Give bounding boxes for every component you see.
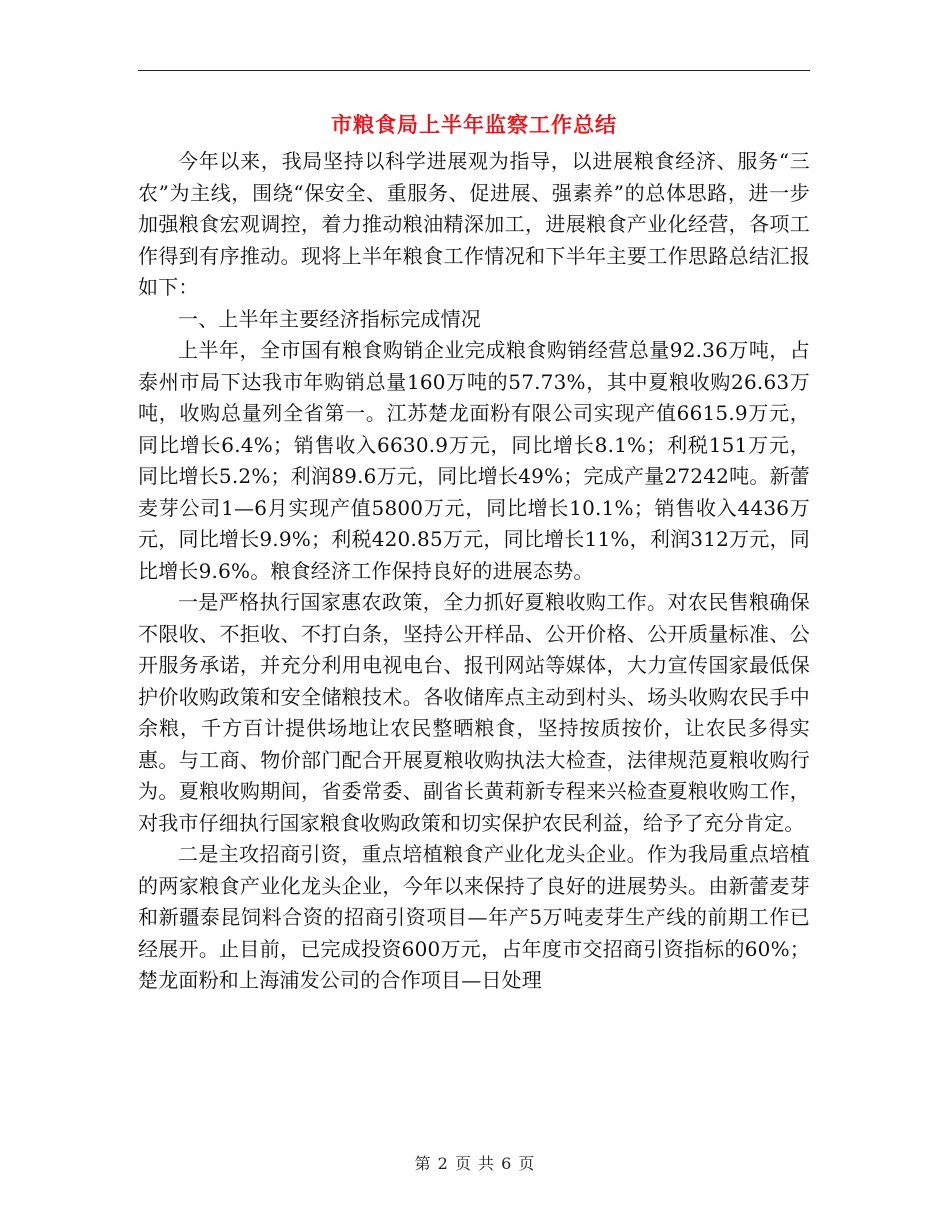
- paragraph-indicators: 上半年，全市国有粮食购销企业完成粮食购销经营总量92.36万吨，占泰州市局下达我市年购销总量160万吨的57.73%，其中夏粮收购26.63万吨，收购总量列全省第一。江苏楚龙面粉有限公司实现产值6615.9万元，同比增长6.4%；销售收入6630.9万元，同比增长8.1%；利税151万元，同比增长5.2%；利润89.6万元，同比增长49%；完成产量27242吨。新蕾麦芽公司1—6月实现产值5800万元，同比增长10.1%；销售收入4436万元，同比增长9.9%；利税420.85万元，同比增长11%，利润312万元，同比增长9.6%。粮食经济工作保持良好的进展态势。: [138, 338, 810, 583]
- paragraph-point-two: 二是主攻招商引资，重点培植粮食产业化龙头企业。作为我局重点培植的两家粮食产业化龙头企业，今年以来保持了良好的进展势头。由新蕾麦芽和新疆泰昆饲料合资的招商引资项目—年产5万吨麦芽生产线的前期工作已经展开。止目前，已完成投资600万元，占年度市交招商引资指标的60%；楚龙面粉和上海浦发公司的合作项目—日处理: [138, 842, 810, 992]
- paragraph-point-one: 一是严格执行国家惠农政策，全力抓好夏粮收购工作。对农民售粮确保不限收、不拒收、不打白条，坚持公开样品、公开价格、公开质量标准、公开服务承诺，并充分利用电视电台、报刊网站等媒体，大力宣传国家最低保护价收购政策和安全储粮技术。各收储库点主动到村头、场头收购农民手中余粮，千方百计提供场地让农民整晒粮食，坚持按质按价，让农民多得实惠。与工商、物价部门配合开展夏粮收购执法大检查，法律规范夏粮收购行为。夏粮收购期间，省委常委、副省长黄莉新专程来兴检查夏粮收购工作，对我市仔细执行国家粮食收购政策和切实保护农民利益，给予了充分肯定。: [138, 590, 810, 835]
- document-body: [138, 146, 810, 997]
- document-title: 市粮食局上半年监察工作总结: [331, 113, 617, 137]
- header-rule: [138, 70, 810, 71]
- page-number-footer: 第 2 页 共 6 页: [414, 1154, 536, 1173]
- paragraph-intro: 今年以来，我局坚持以科学进展观为指导，以进展粮食经济、服务“三农”为主线，围绕“保安全、重服务、促进展、强素养”的总体思路，进一步加强粮食宏观调控，着力推动粮油精深加工，进展粮食产业化经营，各项工作得到有序推动。现将上半年粮食工作情况和下半年主要工作思路总结汇报如下：: [138, 149, 810, 299]
- section-heading: 一、上半年主要经济指标完成情况: [178, 306, 481, 331]
